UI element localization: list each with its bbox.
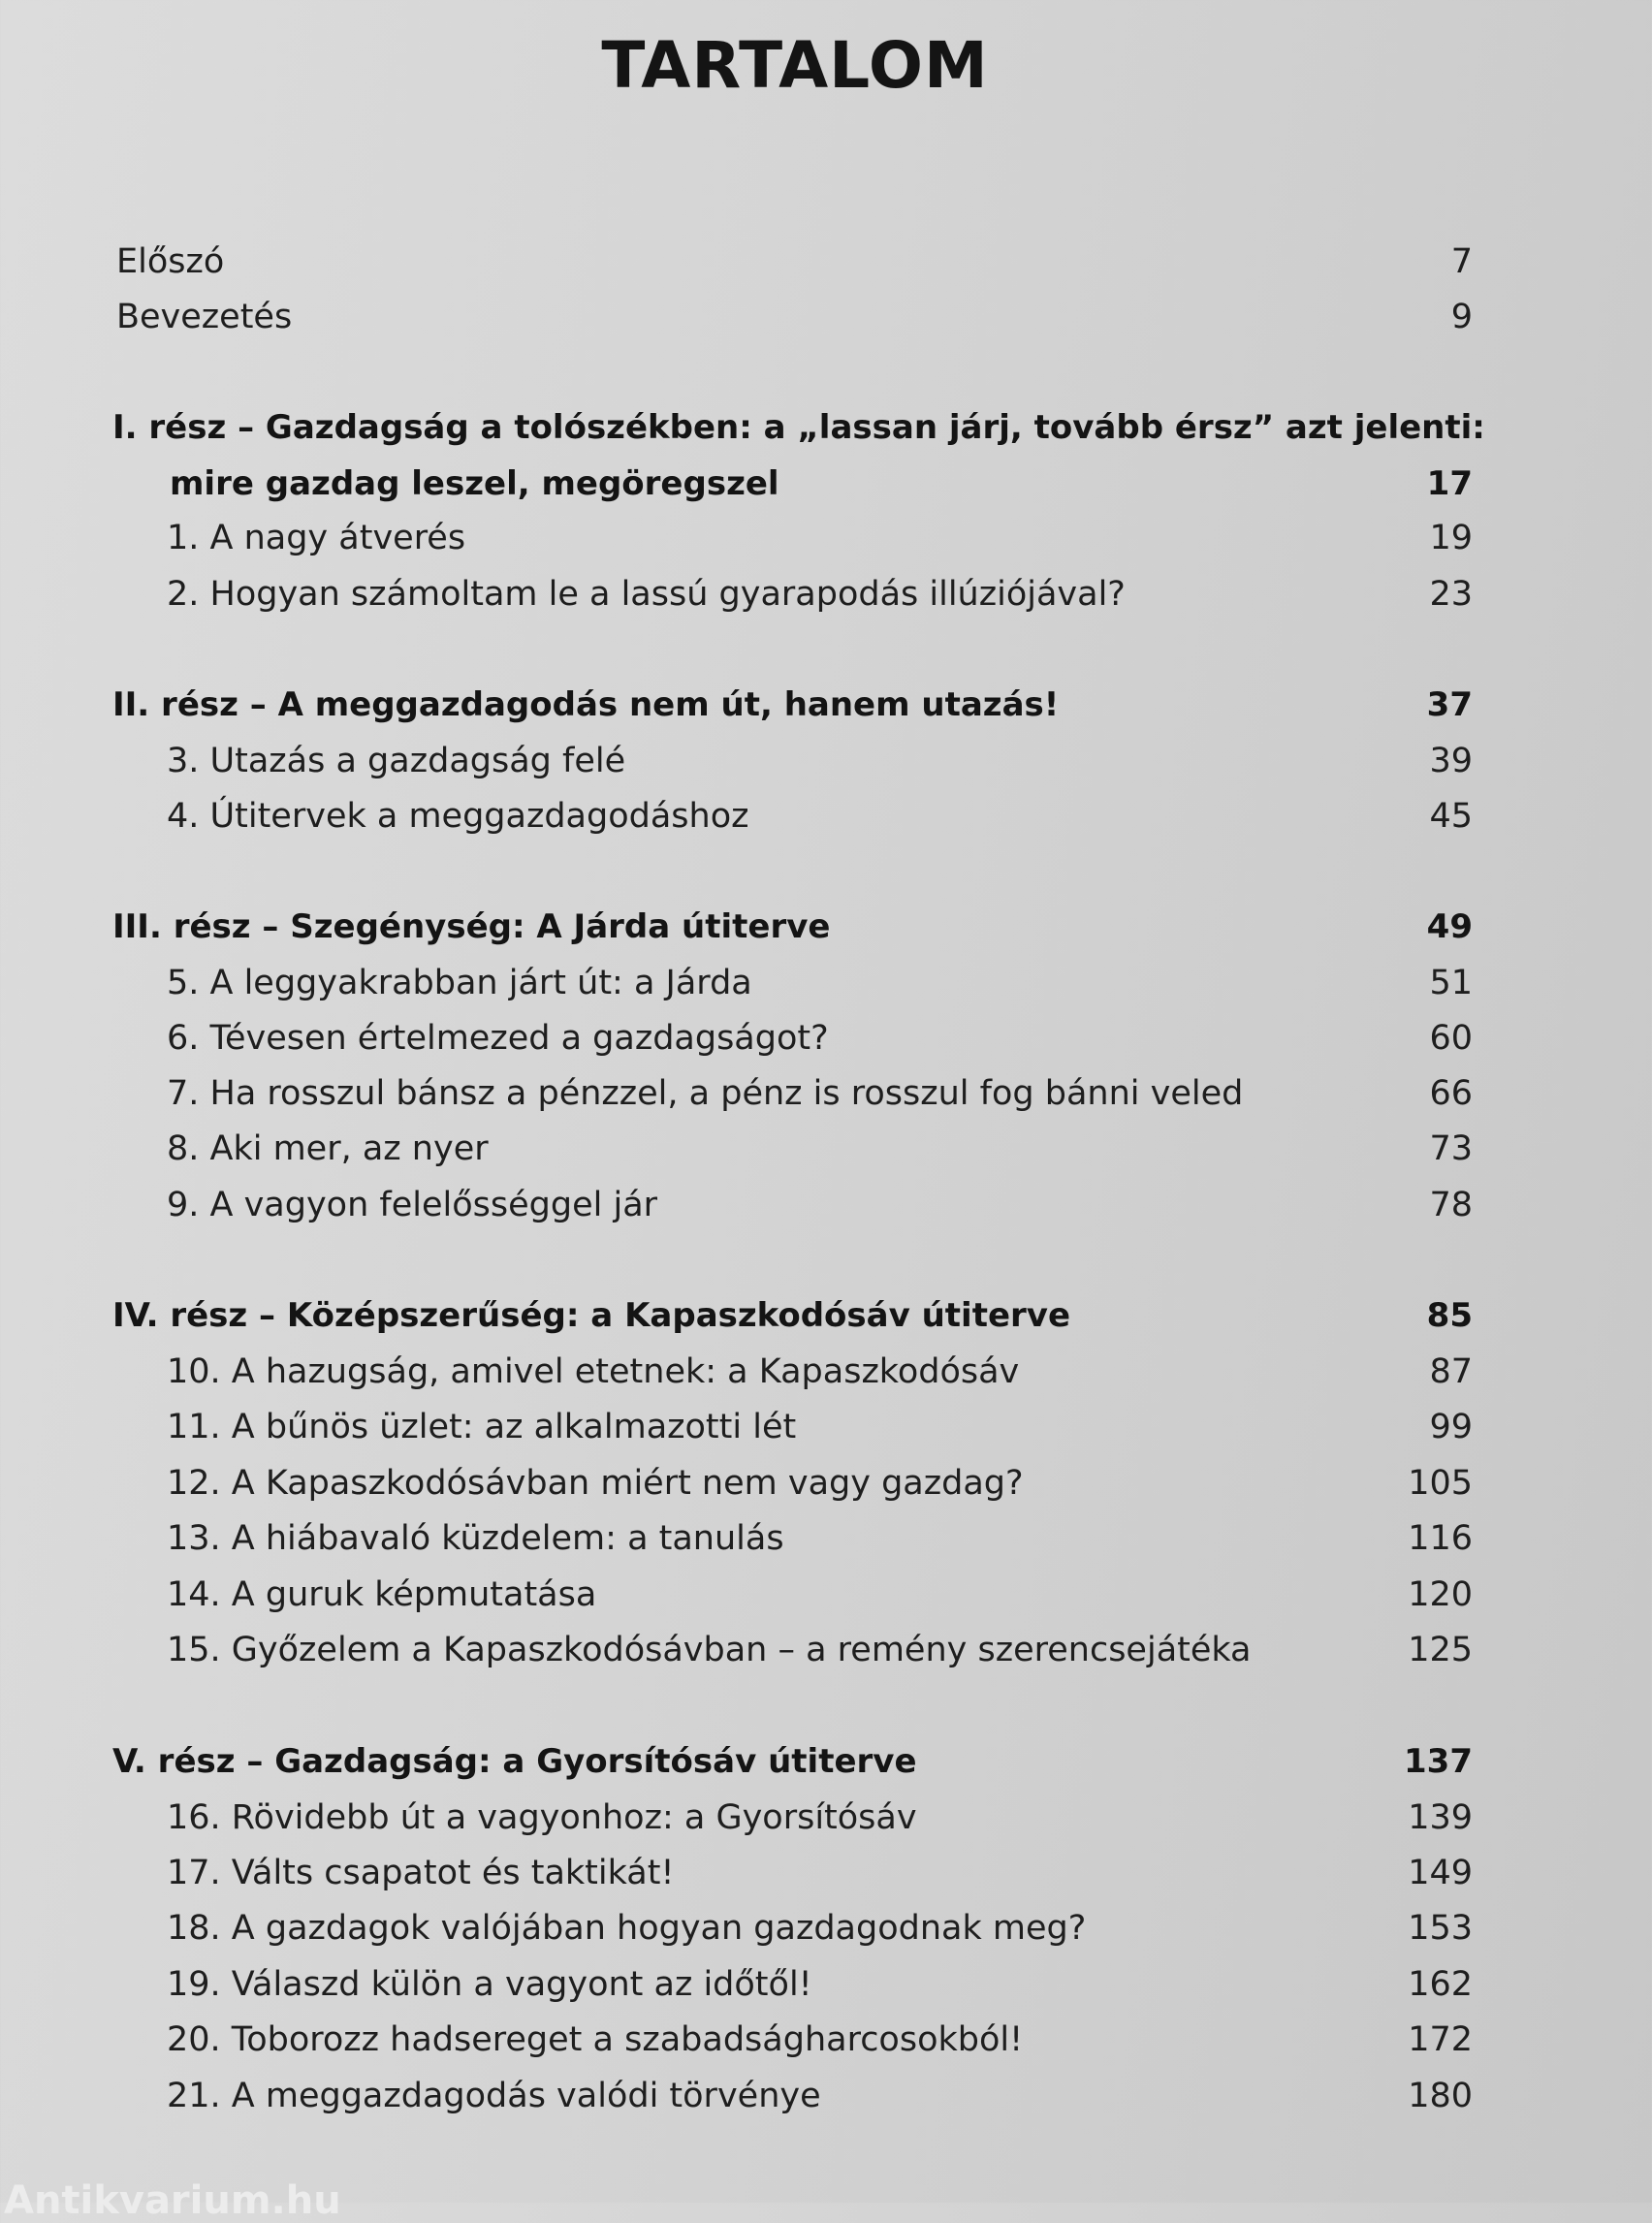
- toc-chapter: [0, 2012, 1652, 2068]
- toc-part-2-heading: [0, 677, 1652, 733]
- toc-page-number: 137: [1404, 1742, 1473, 1781]
- toc-chapter: [0, 1900, 1652, 1956]
- toc-entry-foreword: [0, 234, 1652, 290]
- toc-page-number: 60: [1429, 1019, 1473, 1058]
- toc-page-number: 37: [1426, 685, 1473, 724]
- toc-chapter: [0, 1567, 1652, 1623]
- toc-chapter: [0, 788, 1652, 844]
- toc-part-title: III. rész – Szegénység: A Járda útiterve: [112, 907, 831, 946]
- toc-entry-introduction: [0, 289, 1652, 345]
- toc-page-number: 105: [1408, 1464, 1473, 1503]
- toc-chapter: [0, 510, 1652, 566]
- page-title: TARTALOM: [601, 28, 989, 103]
- toc-chapter: [0, 733, 1652, 789]
- toc-label: 9. A vagyon felelősséggel jár: [167, 1186, 658, 1224]
- toc-page-number: 9: [1450, 298, 1473, 336]
- toc-page-number: 78: [1429, 1186, 1473, 1224]
- toc-part-3-heading: [0, 899, 1652, 955]
- toc-label: 6. Tévesen értelmezed a gazdagságot?: [167, 1019, 829, 1058]
- toc-chapter: [0, 1399, 1652, 1455]
- toc-chapter: [0, 1790, 1652, 1846]
- toc-label: 19. Válaszd külön a vagyont az időtől!: [167, 1965, 812, 2004]
- toc-chapter: [0, 2068, 1652, 2124]
- toc-chapter: [0, 1956, 1652, 2013]
- toc-part-title: I. rész – Gazdagság a tolószékben: a „lassan járj, tovább érsz” azt jelenti:: [112, 408, 1485, 447]
- toc-label: 14. A guruk képmutatása: [167, 1575, 597, 1614]
- toc-label: Előszó: [116, 242, 225, 281]
- toc-page-number: 99: [1429, 1408, 1473, 1446]
- toc-chapter: [0, 955, 1652, 1011]
- toc-label: 4. Útitervek a meggazdagodáshoz: [167, 797, 749, 836]
- toc-page-number: 153: [1408, 1909, 1473, 1948]
- toc-page-number: 23: [1429, 575, 1473, 614]
- toc-part-4-heading: [0, 1287, 1652, 1344]
- toc-label: 7. Ha rosszul bánsz a pénzzel, a pénz is rosszul fog bánni veled: [167, 1074, 1244, 1113]
- toc-page-number: 51: [1429, 964, 1473, 1002]
- toc-label: 2. Hogyan számoltam le a lassú gyarapodás illúziójával?: [167, 575, 1126, 614]
- toc-chapter: [0, 1177, 1652, 1233]
- toc-label: 17. Válts csapatot és taktikát!: [167, 1854, 675, 1892]
- toc-label: 12. A Kapaszkodósávban miért nem vagy gazdag?: [167, 1464, 1024, 1503]
- watermark: Antikvarium.hu: [4, 2178, 341, 2223]
- toc-page-number: 120: [1408, 1575, 1473, 1614]
- toc-page-number: 73: [1429, 1129, 1473, 1168]
- toc-label: 8. Aki mer, az nyer: [167, 1129, 489, 1168]
- toc-chapter: [0, 1510, 1652, 1567]
- toc-part-5-heading: [0, 1733, 1652, 1790]
- toc-page-number: 7: [1450, 242, 1473, 281]
- toc-part-1-heading: [0, 399, 1652, 456]
- toc-page-number: 66: [1429, 1074, 1473, 1113]
- toc-page-number: 19: [1429, 519, 1473, 557]
- toc-label: 20. Toborozz hadsereget a szabadságharcosokból!: [167, 2020, 1024, 2059]
- toc-label: 10. A hazugság, amivel etetnek: a Kapaszkodósáv: [167, 1352, 1020, 1391]
- toc-page-number: 85: [1426, 1296, 1473, 1335]
- toc-chapter: [0, 1344, 1652, 1400]
- toc-page-number: 39: [1429, 742, 1473, 780]
- toc-page-number: 17: [1426, 464, 1473, 503]
- toc-page-number: 180: [1408, 2077, 1473, 2115]
- toc-part-title: mire gazdag leszel, megöregszel: [170, 464, 779, 503]
- toc-page-number: 87: [1429, 1352, 1473, 1391]
- toc-part-title: V. rész – Gazdagság: a Gyorsítósáv útiterve: [112, 1742, 917, 1781]
- toc-page-number: 162: [1408, 1965, 1473, 2004]
- toc-part-1-heading-cont: [0, 456, 1652, 512]
- toc-page-number: 49: [1426, 907, 1473, 946]
- toc-label: 16. Rövidebb út a vagyonhoz: a Gyorsítósáv: [167, 1798, 917, 1837]
- toc-label: 15. Győzelem a Kapaszkodósávban – a remény szerencsejátéka: [167, 1631, 1252, 1669]
- toc-chapter: [0, 1845, 1652, 1901]
- toc-chapter: [0, 1010, 1652, 1066]
- toc-chapter: [0, 1622, 1652, 1678]
- toc-label: 13. A hiábavaló küzdelem: a tanulás: [167, 1519, 784, 1558]
- toc-label: 5. A leggyakrabban járt út: a Járda: [167, 964, 752, 1002]
- toc-label: 21. A meggazdagodás valódi törvénye: [167, 2077, 821, 2115]
- toc-label: 1. A nagy átverés: [167, 519, 466, 557]
- toc-label: Bevezetés: [116, 298, 293, 336]
- toc-chapter: [0, 1065, 1652, 1122]
- toc-page-number: 149: [1408, 1854, 1473, 1892]
- toc-chapter: [0, 1121, 1652, 1177]
- toc-part-title: II. rész – A meggazdagodás nem út, hanem utazás!: [112, 685, 1060, 724]
- toc-label: 18. A gazdagok valójában hogyan gazdagodnak meg?: [167, 1909, 1087, 1948]
- toc-label: 11. A bűnös üzlet: az alkalmazotti lét: [167, 1408, 797, 1446]
- toc-label: 3. Utazás a gazdagság felé: [167, 742, 626, 780]
- toc-page-number: 45: [1429, 797, 1473, 836]
- toc-page-number: 116: [1408, 1519, 1473, 1558]
- toc-page-number: 125: [1408, 1631, 1473, 1669]
- toc-page-number: 139: [1408, 1798, 1473, 1837]
- toc-part-title: IV. rész – Középszerűség: a Kapaszkodósáv útiterve: [112, 1296, 1071, 1335]
- toc-chapter: [0, 566, 1652, 622]
- toc-page-number: 172: [1408, 2020, 1473, 2059]
- toc-chapter: [0, 1455, 1652, 1511]
